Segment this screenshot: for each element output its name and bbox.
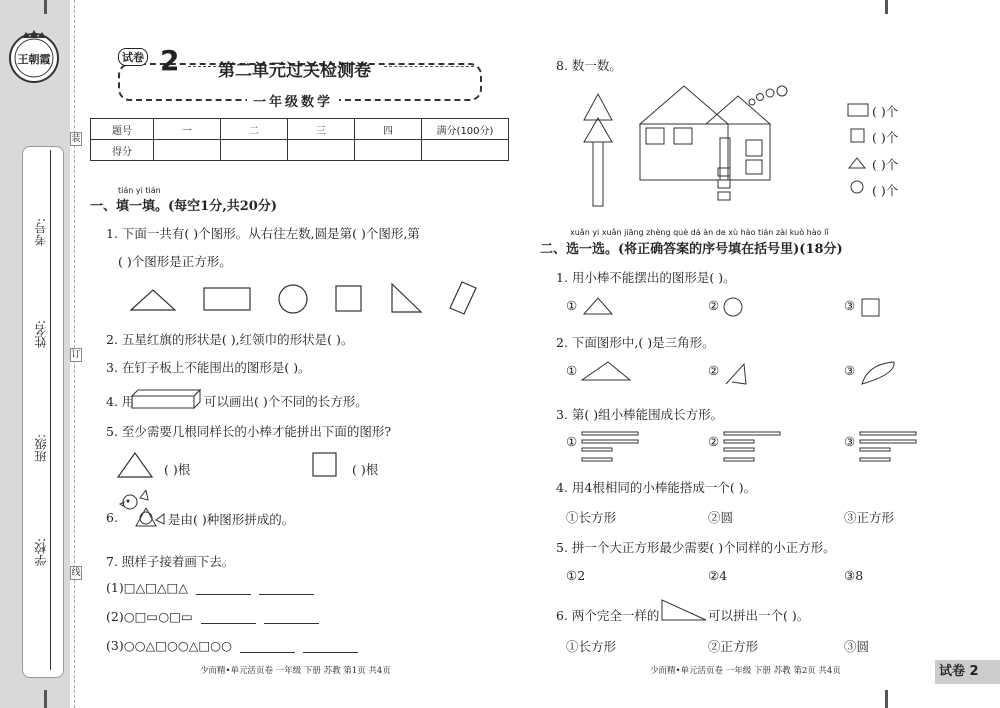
question-6-lead: 6. [106, 510, 118, 525]
question-8: 8. 数一数。 [556, 58, 622, 73]
divider [384, 66, 474, 67]
triangle-shape [582, 296, 622, 316]
table-header: 题号 [91, 119, 154, 140]
pattern-text: (1)□△□△□△ [106, 580, 188, 595]
q7-pattern-1 [106, 580, 314, 595]
select-question-2: 2. 下面图形中,( )是三角形。 [556, 335, 715, 350]
q5-square-answer: ( )根 [352, 462, 379, 477]
s4-option-1[interactable]: ①长方形 [566, 510, 617, 525]
question-6: 是由( )种图形拼成的。 [168, 512, 295, 527]
table-row [91, 119, 509, 140]
question-2: 2. 五星红旗的形状是( ),红领巾的形状是( )。 [106, 332, 354, 347]
triangle-shape [116, 450, 156, 480]
cuboid-icon [130, 388, 204, 410]
page-subtitle: 一年级数学 [247, 91, 339, 110]
score-cell[interactable] [221, 140, 288, 161]
table-cell: 得分 [91, 140, 154, 161]
house-tree-figure [576, 82, 806, 212]
binder-mark [885, 690, 888, 708]
question-1-cont: ( )个图形是正方形。 [118, 254, 232, 269]
table-header: 四 [355, 119, 422, 140]
q1-shapes-figure [128, 280, 488, 322]
publisher-seal [6, 28, 62, 84]
score-table [90, 118, 509, 161]
q7-pattern-3 [106, 638, 358, 653]
count-square: ( )个 [872, 130, 899, 145]
square-shape [860, 297, 882, 319]
question-1: 1. 下面一共有( )个图形。从右往左数,圆是第( )个图形,第 [106, 226, 420, 241]
s1-option-3[interactable]: ③ [844, 298, 856, 313]
count-rect: ( )个 [872, 104, 899, 119]
square-shape [312, 452, 338, 478]
pattern-text: (3)○○△□○○△□○○ [106, 638, 232, 653]
paper-tag: 试卷 [118, 48, 148, 66]
s3-option-1[interactable]: ① [566, 434, 578, 449]
section1-title: 一、填一填。(每空1分,共20分) [90, 199, 277, 214]
right-triangle-icon [660, 598, 710, 624]
svg-text:王朝霞: 王朝霞 [17, 53, 51, 66]
q5-triangle-answer: ( )根 [164, 462, 191, 477]
section2-title: 二、选一选。(将正确答案的序号填在括号里)(18分) [540, 242, 843, 257]
question-4: 可以画出( )个不同的长方形。 [204, 394, 368, 409]
select-question-6-lead: 6. 两个完全一样的 [556, 608, 660, 623]
name-label: 姓名: [34, 320, 48, 349]
s1-option-1[interactable]: ① [566, 298, 578, 313]
pattern-text: (2)○□▭○□▭ [106, 609, 193, 624]
divider [188, 66, 216, 67]
answer-blank[interactable] [303, 640, 358, 653]
answer-blank[interactable] [264, 611, 319, 624]
page-footer-right: 少而精•单元活页卷 一年级 下册 苏教 第2页 共4页 [650, 666, 841, 676]
select-question-4: 4. 用4根相同的小棒能搭成一个( )。 [556, 480, 757, 495]
question-3: 3. 在钉子板上不能围出的图形是( )。 [106, 360, 311, 375]
corner-tag-label: 试卷 [939, 664, 966, 679]
binder-mark [44, 0, 47, 14]
corner-paper-tag [935, 660, 1000, 684]
answer-blank[interactable] [240, 640, 295, 653]
s6-option-3[interactable]: ③圆 [844, 639, 870, 654]
s2-option-2[interactable]: ② [708, 363, 720, 378]
triangle-shape [580, 360, 634, 384]
select-question-1: 1. 用小棒不能摆出的图形是( )。 [556, 270, 736, 285]
binder-mark [885, 0, 888, 14]
triangle-shape [722, 360, 752, 388]
binder-mark [44, 690, 47, 708]
question-5: 5. 至少需要几根同样长的小棒才能拼出下面的图形? [106, 424, 392, 439]
page-footer-left: 少而精•单元活页卷 一年级 下册 苏教 第1页 共4页 [200, 666, 391, 676]
s4-option-3[interactable]: ③正方形 [844, 510, 895, 525]
question-4-lead: 4. 用 [106, 394, 135, 409]
count-circle: ( )个 [872, 183, 899, 198]
table-header: 一 [154, 119, 221, 140]
s6-option-1[interactable]: ①长方形 [566, 639, 617, 654]
select-question-3: 3. 第( )组小棒能围成长方形。 [556, 407, 724, 422]
s1-option-2[interactable]: ② [708, 298, 720, 313]
fold-mark: 线 [71, 568, 81, 578]
table-header: 三 [288, 119, 355, 140]
s4-option-2[interactable]: ②圆 [708, 510, 734, 525]
answer-blank[interactable] [201, 611, 256, 624]
s5-option-2[interactable]: ②4 [708, 568, 728, 583]
count-triangle: ( )个 [872, 157, 899, 172]
score-cell[interactable] [288, 140, 355, 161]
page-title: 第二单元过关检测卷 [218, 61, 371, 81]
s5-option-3[interactable]: ③8 [844, 568, 864, 583]
s2-option-1[interactable]: ① [566, 363, 578, 378]
corner-tag-number: 2 [969, 664, 979, 679]
question-7: 7. 照样子接着画下去。 [106, 554, 235, 569]
s2-option-3[interactable]: ③ [844, 363, 856, 378]
score-cell[interactable] [422, 140, 509, 161]
class-label: 班级: [34, 434, 48, 463]
school-label: 学校: [34, 538, 48, 567]
s6-option-2[interactable]: ②正方形 [708, 639, 759, 654]
exam-number-label: 考号: [34, 218, 48, 247]
score-cell[interactable] [355, 140, 422, 161]
paper-number: 2 [160, 44, 180, 77]
answer-blank[interactable] [259, 582, 314, 595]
answer-blank[interactable] [196, 582, 251, 595]
select-question-5: 5. 拼一个大正方形最少需要( )个同样的小正方形。 [556, 540, 836, 555]
curved-shape [858, 358, 898, 388]
score-cell[interactable] [154, 140, 221, 161]
fold-mark: 订 [71, 350, 81, 360]
s3-option-3[interactable]: ③ [844, 434, 856, 449]
s3-option-2[interactable]: ② [708, 434, 720, 449]
table-row [91, 140, 509, 161]
select-question-6: 可以拼出一个( )。 [708, 608, 810, 623]
count-shapes-legend [846, 98, 870, 198]
sticks-group-2 [722, 428, 786, 464]
sticks-group-1 [580, 428, 644, 464]
table-header: 二 [221, 119, 288, 140]
section1-pinyin: tián yi tián [118, 186, 161, 195]
fold-mark: 装 [71, 134, 81, 144]
sticks-group-3 [858, 428, 922, 464]
table-header: 满分(100分) [422, 119, 509, 140]
q7-pattern-2 [106, 609, 319, 624]
section2-pinyin: xuǎn yi xuǎn jiāng zhèng què dá àn de xù hào tián zài kuò hào lǐ [570, 228, 829, 237]
bird-figure-icon [118, 490, 166, 534]
s5-option-1[interactable]: ①2 [566, 568, 586, 583]
writing-line [50, 150, 51, 670]
circle-shape [722, 296, 746, 318]
